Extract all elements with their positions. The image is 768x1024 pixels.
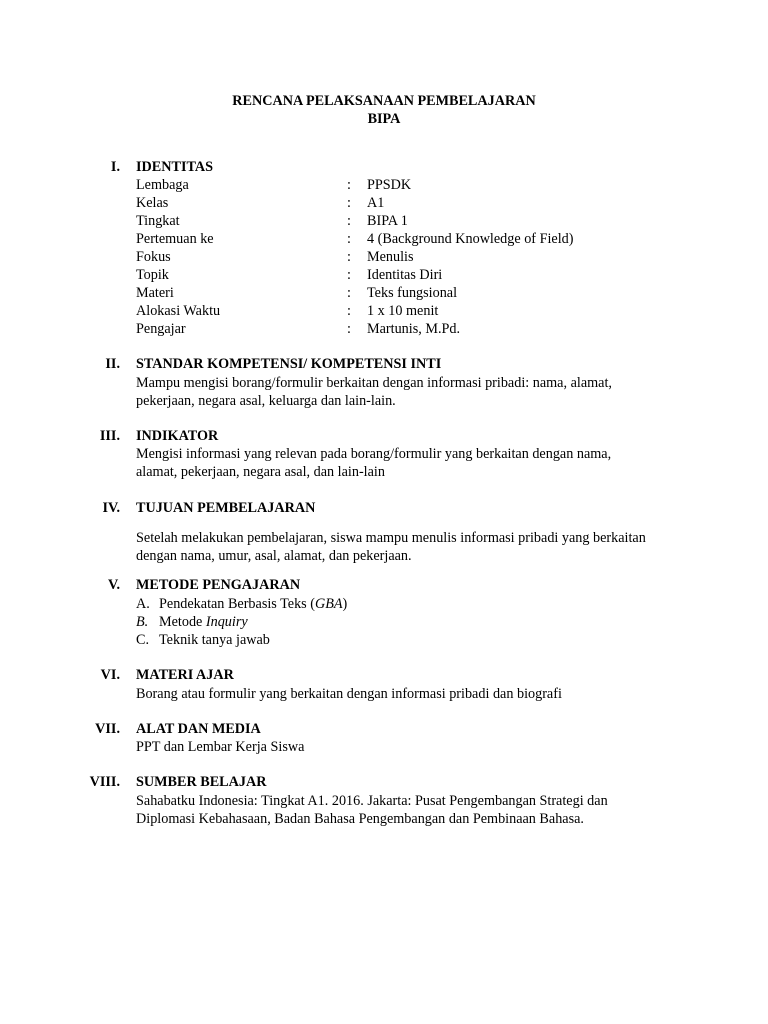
identity-label: Fokus	[136, 249, 171, 265]
section-number: VI.	[100, 667, 120, 683]
section-text: alamat, pekerjaan, negara asal, dan lain-lain	[136, 464, 385, 480]
section-text: Borang atau formulir yang berkaitan dengan informasi pribadi dan biografi	[136, 686, 562, 702]
identity-label: Pengajar	[136, 321, 186, 337]
identity-row	[0, 320, 768, 338]
section-text: Mengisi informasi yang relevan pada borang/formulir yang berkaitan dengan nama,	[136, 446, 612, 462]
document-title: RENCANA PELAKSANAAN PEMBELAJARAN	[232, 93, 536, 109]
section-title: SUMBER BELAJAR	[136, 774, 267, 790]
identity-colon: :	[347, 303, 351, 319]
section-title: ALAT DAN MEDIA	[136, 721, 261, 737]
section-text: Setelah melakukan pembelajaran, siswa mampu menulis informasi pribadi yang berkaitan	[136, 530, 646, 546]
section-title: STANDAR KOMPETENSI/ KOMPETENSI INTI	[136, 356, 442, 372]
section-text: PPT dan Lembar Kerja Siswa	[136, 739, 305, 755]
section-number: VIII.	[89, 774, 120, 790]
list-text: Pendekatan Berbasis Teks (GBA)	[159, 596, 348, 612]
section-number: IV.	[102, 500, 120, 516]
section-text: dengan nama, umur, asal, alamat, dan pekerjaan.	[136, 548, 412, 564]
identity-colon: :	[347, 213, 351, 229]
identity-value: Teks fungsional	[367, 285, 458, 301]
list-item	[0, 595, 768, 613]
identity-row	[0, 302, 768, 320]
identity-label: Alokasi Waktu	[136, 303, 221, 319]
identity-row	[0, 230, 768, 248]
identity-label: Topik	[136, 267, 169, 283]
identity-value: Identitas Diri	[367, 267, 443, 283]
identity-colon: :	[347, 231, 351, 247]
section-title: METODE PENGAJARAN	[136, 577, 301, 593]
identity-value: 1 x 10 menit	[367, 303, 439, 319]
document-subtitle: BIPA	[367, 111, 401, 127]
identity-value: 4 (Background Knowledge of Field)	[367, 231, 574, 247]
identity-label: Lembaga	[136, 177, 189, 193]
section-title: TUJUAN PEMBELAJARAN	[136, 500, 316, 516]
section-text: Mampu mengisi borang/formulir berkaitan dengan informasi pribadi: nama, alamat,	[136, 375, 612, 391]
list-text: Metode Inquiry	[159, 614, 248, 630]
list-marker: A.	[136, 596, 150, 612]
identity-row	[0, 248, 768, 266]
section-text: Diplomasi Kebahasaan, Badan Bahasa Pengembangan dan Pembinaan Bahasa.	[136, 811, 584, 827]
identity-colon: :	[347, 249, 351, 265]
identity-row	[0, 284, 768, 302]
identity-value: Menulis	[367, 249, 414, 265]
section-title: IDENTITAS	[136, 159, 214, 175]
identity-label: Pertemuan ke	[136, 231, 214, 247]
section-number: I.	[110, 159, 120, 175]
list-marker: B.	[136, 614, 149, 630]
section-text: Sahabatku Indonesia: Tingkat A1. 2016. Jakarta: Pusat Pengembangan Strategi dan	[136, 793, 608, 809]
identity-value: A1	[367, 195, 385, 211]
identity-value: BIPA 1	[367, 213, 408, 229]
identity-value: PPSDK	[367, 177, 412, 193]
list-item	[0, 613, 768, 631]
section-title: INDIKATOR	[136, 428, 219, 444]
identity-row	[0, 212, 768, 230]
identity-label: Kelas	[136, 195, 169, 211]
identity-colon: :	[347, 195, 351, 211]
list-item	[0, 631, 768, 649]
identity-label: Tingkat	[136, 213, 180, 229]
identity-label: Materi	[136, 285, 174, 301]
section-text: pekerjaan, negara asal, keluarga dan lain-lain.	[136, 393, 396, 409]
section-number: II.	[105, 356, 120, 372]
identity-colon: :	[347, 267, 351, 283]
identity-value: Martunis, M.Pd.	[367, 321, 461, 337]
identity-colon: :	[347, 321, 351, 337]
identity-row	[0, 266, 768, 284]
list-marker: C.	[136, 632, 150, 648]
section-number: VII.	[95, 721, 120, 737]
identity-row	[0, 194, 768, 212]
section-number: V.	[108, 577, 120, 593]
identity-colon: :	[347, 285, 351, 301]
identity-colon: :	[347, 177, 351, 193]
list-text: Teknik tanya jawab	[159, 632, 270, 648]
identity-row	[0, 176, 768, 194]
section-number: III.	[99, 428, 120, 444]
section-title: MATERI AJAR	[136, 667, 234, 683]
